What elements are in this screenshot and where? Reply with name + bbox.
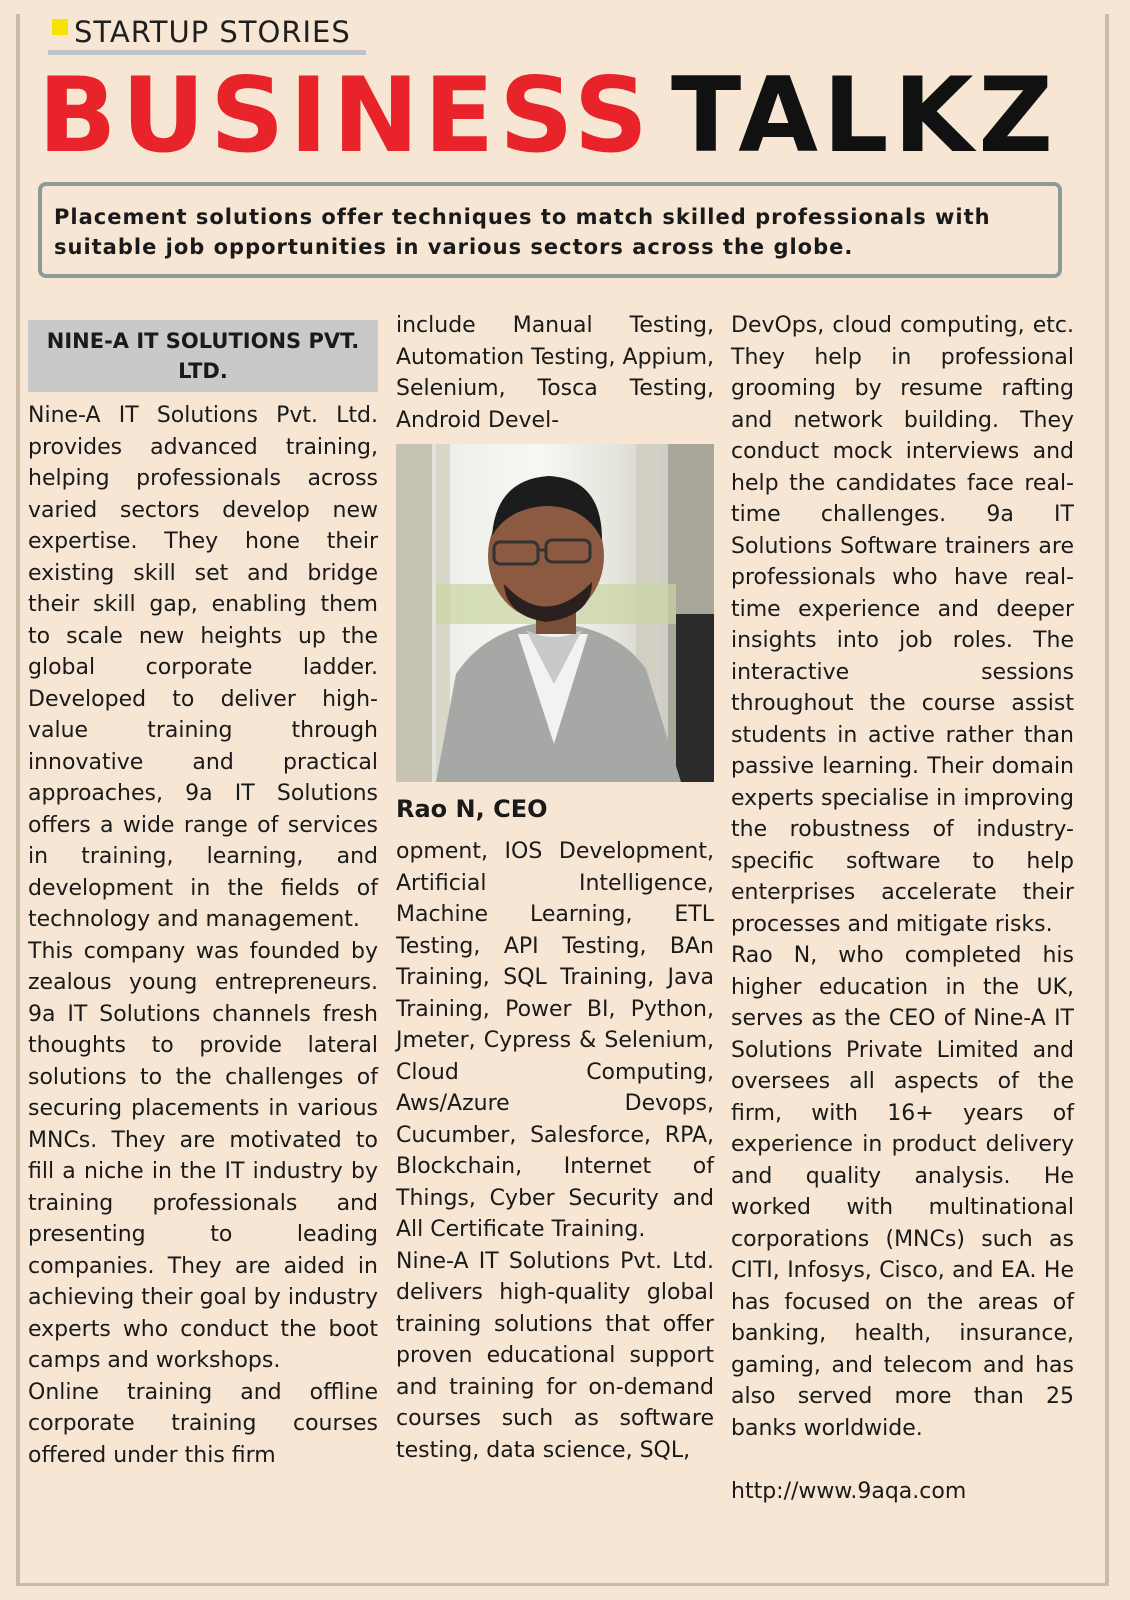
col3-paragraph-2: Rao N, who completed his higher education in the UK, serves as the CEO of Nine-A IT Solutions Private Limited and oversees all aspects of the firm, with 16+ years of experience in product delivery and quality analysis. He worked with multinational corporations (MNCs) such as CITI, Infosys, Cisco, and EA. He has focused on the areas of banking, health, insurance, gaming, and telecom and has also served more than 25 banks worldwide. bbox=[731, 943, 1074, 1441]
col2-paragraph-1: include Manual Testing, Automation Testing, Appium, Selenium, Tosca Testing, Android Devel- bbox=[396, 313, 714, 433]
kicker-square-icon bbox=[52, 19, 68, 35]
ceo-photo-illustration bbox=[396, 444, 714, 782]
masthead bbox=[38, 56, 1098, 176]
masthead-talkz: TALKZ bbox=[670, 56, 1059, 176]
deck-text: Placement solutions offer techniques to match skilled professionals with suitable job opportunities in various sectors across the globe. bbox=[54, 205, 991, 259]
col1-paragraph-1: Nine-A IT Solutions Pvt. Ltd. provides advanced training, helping professionals across varied sectors develop new expertise. They hone their existing skill set and bridge their skill gap, enabling them to scale new heights up the global corporate ladder. Developed to deliver high-value training through innovative and practical approaches, 9a IT Solutions offers a wide range of services in training, learning, and development in the fields of technology and management. bbox=[28, 403, 378, 932]
article-column-1 bbox=[28, 310, 378, 1471]
deck-box bbox=[38, 182, 1062, 278]
ceo-photo bbox=[396, 444, 714, 782]
col1-paragraph-2: This company was founded by zealous young entrepreneurs. 9a IT Solutions channels fresh thoughts to provide lateral solutions to the challenges of securing placements in various MNCs. They are motivated to fill a niche in the IT industry by training professionals and presenting to leading companies. They are aided in achieving their goal by industry experts who conduct the boot camps and workshops. bbox=[28, 938, 378, 1373]
col2-paragraph-2: opment, IOS Development, Artificial Intelligence, Machine Learning, ETL Testing, API Testing, BAn Training, SQL Training, Java Training, Power BI, Python, Jmeter, Cypress & Selenium, Cloud Computing, Aws/Azure Devops, Cucumber, Salesforce, RPA, Blockchain, Internet of Things, Cyber Security and All Certificate Training. bbox=[396, 839, 714, 1242]
photo-caption: Rao N, CEO bbox=[396, 795, 548, 823]
col1-paragraph-3: Online training and offline corporate training courses offered under this firm bbox=[28, 1379, 378, 1468]
kicker-label: STARTUP STORIES bbox=[74, 15, 351, 49]
left-rule bbox=[16, 14, 20, 1586]
company-name-box: NINE-A IT SOLUTIONS PVT. LTD. bbox=[28, 320, 378, 392]
right-rule bbox=[1105, 14, 1109, 1586]
article-column-2 bbox=[396, 310, 714, 1466]
col3-paragraph-1: DevOps, cloud computing, etc. They help in professional grooming by resume rafting and network building. They conduct mock interviews and help the candidates face real-time challenges. 9a IT Solutions Software trainers are professionals who have real-time experience and deeper insights into job roles. The interactive sessions throughout the course assist students in active rather than passive learning. Their domain experts specialise in improving the robustness of industry-specific software to help enterprises accelerate their processes and mitigate risks. bbox=[731, 313, 1074, 937]
article-column-3 bbox=[731, 310, 1074, 1508]
kicker-underline bbox=[48, 50, 366, 55]
website-url: http://www.9aqa.com bbox=[731, 1479, 967, 1504]
bottom-rule bbox=[16, 1583, 1109, 1586]
col2-paragraph-3: Nine-A IT Solutions Pvt. Ltd. delivers high-quality global training solutions that offer proven educational support and training for on-demand courses such as software testing, data science, SQL, bbox=[396, 1248, 714, 1463]
masthead-business: BUSINESS bbox=[38, 56, 653, 176]
